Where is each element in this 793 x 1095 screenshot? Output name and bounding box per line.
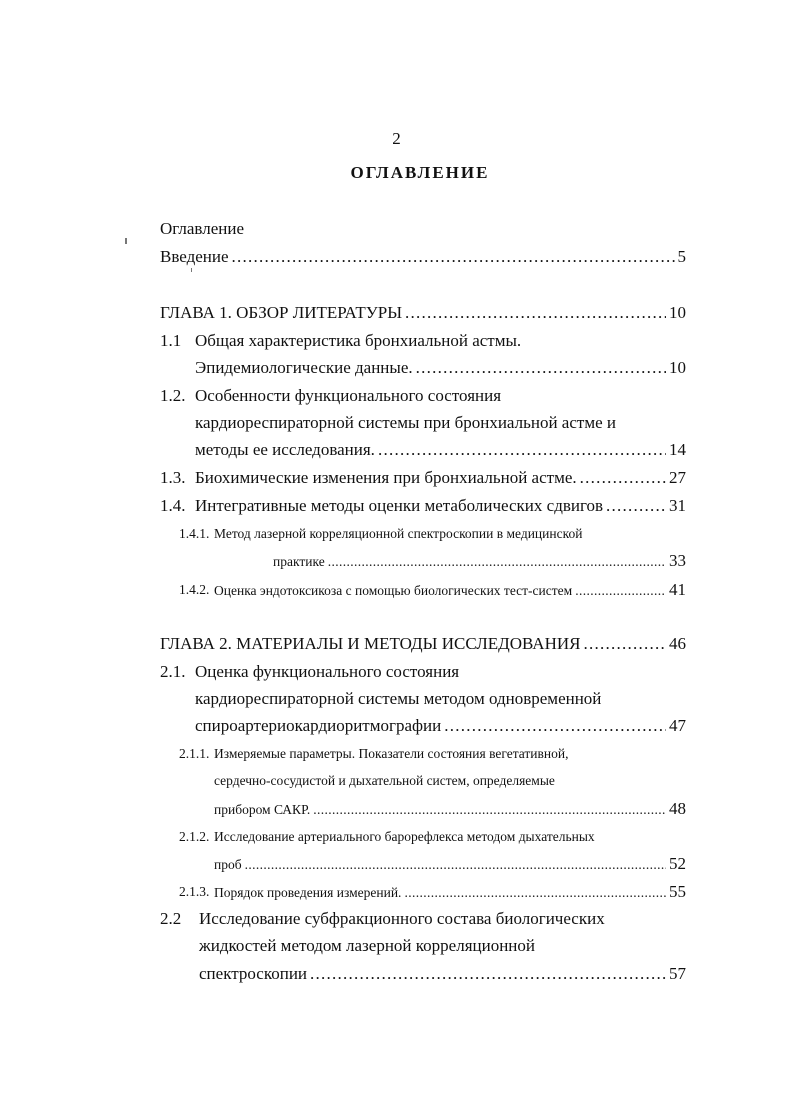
toc-entry-1-4-2[interactable] bbox=[214, 578, 686, 602]
toc-entry-1-2[interactable] bbox=[195, 438, 686, 462]
entry-title: спектроскопии bbox=[199, 964, 308, 983]
entry-page: 10 bbox=[669, 303, 686, 322]
entry-page: 55 bbox=[669, 882, 686, 901]
entry-page: 57 bbox=[669, 964, 686, 983]
scan-speck bbox=[191, 268, 192, 272]
toc-entry-intro[interactable] bbox=[160, 245, 686, 269]
entry-title: прибором САКР. bbox=[214, 802, 311, 817]
toc-entry-2-2-line: Исследование субфракционного состава биологических bbox=[199, 909, 605, 928]
section-number: 2.1.2. bbox=[179, 829, 210, 844]
toc-entry-1-4-1[interactable] bbox=[273, 549, 686, 573]
entry-title: спироартериокардиоритмографии bbox=[195, 716, 442, 735]
entry-page: 27 bbox=[669, 468, 686, 487]
toc-entry-chapter-1[interactable] bbox=[160, 301, 686, 325]
toc-entry-1-3[interactable] bbox=[195, 466, 686, 490]
toc-entry-1-1-line: Общая характеристика бронхиальной астмы. bbox=[195, 331, 522, 350]
toc-entry-chapter-2[interactable] bbox=[160, 632, 686, 656]
toc-label: Оглавление bbox=[160, 219, 244, 238]
entry-title: ГЛАВА 2. МАТЕРИАЛЫ И МЕТОДЫ ИССЛЕДОВАНИЯ bbox=[160, 634, 581, 653]
entry-page: 31 bbox=[669, 496, 686, 515]
entry-page: 46 bbox=[669, 634, 686, 653]
entry-title: Порядок проведения измерений. bbox=[214, 885, 402, 900]
entry-title: практике bbox=[273, 554, 325, 569]
entry-title: ГЛАВА 1. ОБЗОР ЛИТЕРАТУРЫ bbox=[160, 303, 403, 322]
toc-entry-2-1-1-line: сердечно-сосудистой и дыхательной систем, определяемые bbox=[214, 773, 555, 788]
toc-entry-2-2[interactable] bbox=[199, 962, 686, 986]
entry-title: Биохимические изменения при бронхиальной астме. bbox=[195, 468, 577, 487]
page-title: ОГЛАВЛЕНИЕ bbox=[350, 163, 490, 182]
section-number: 2.1.1. bbox=[179, 746, 210, 761]
section-number: 2.1. bbox=[160, 662, 186, 681]
toc-entry-1-2-line: Особенности функционального состояния bbox=[195, 386, 502, 405]
entry-page: 47 bbox=[669, 716, 686, 735]
section-number: 1.2. bbox=[160, 386, 186, 405]
section-number: 1.3. bbox=[160, 468, 186, 487]
entry-title: Эпидемиологические данные. bbox=[195, 358, 413, 377]
entry-title: Оценка эндотоксикоза с помощью биологических тест-систем bbox=[214, 583, 573, 598]
section-number: 1.1 bbox=[160, 331, 182, 350]
section-number: 2.1.3. bbox=[179, 884, 210, 899]
toc-entry-2-1-3[interactable] bbox=[214, 880, 686, 904]
section-number: 2.2 bbox=[160, 909, 182, 928]
toc-entry-1-2-line: кардиореспираторной системы при бронхиальной астме и bbox=[195, 413, 616, 432]
scan-speck bbox=[125, 238, 127, 244]
entry-page: 33 bbox=[669, 551, 686, 570]
entry-page: 5 bbox=[677, 247, 686, 266]
toc-entry-2-2-line: жидкостей методом лазерной корреляционной bbox=[199, 936, 535, 955]
toc-entry-2-1-1[interactable] bbox=[214, 797, 686, 821]
toc-entry-2-1[interactable] bbox=[195, 714, 686, 738]
toc-entry-2-1-line: кардиореспираторной системы методом одновременной bbox=[195, 689, 602, 708]
section-number: 1.4.2. bbox=[179, 582, 210, 597]
entry-page: 52 bbox=[669, 854, 686, 873]
entry-title: Введение bbox=[160, 247, 229, 266]
entry-page: 14 bbox=[669, 440, 686, 459]
toc-entry-2-1-line: Оценка функционального состояния bbox=[195, 662, 460, 681]
entry-title: Интегративные методы оценки метаболических сдвигов bbox=[195, 496, 604, 515]
entry-title: методы ее исследования. bbox=[195, 440, 375, 459]
section-number: 1.4. bbox=[160, 496, 186, 515]
entry-title: проб bbox=[214, 857, 242, 872]
entry-page: 41 bbox=[669, 580, 686, 599]
entry-page: 10 bbox=[669, 358, 686, 377]
toc-entry-1-1[interactable] bbox=[195, 356, 686, 380]
section-number: 1.4.1. bbox=[179, 526, 210, 541]
page-number: 2 bbox=[392, 129, 401, 148]
toc-entry-1-4[interactable] bbox=[195, 494, 686, 518]
entry-page: 48 bbox=[669, 799, 686, 818]
toc-entry-2-1-2[interactable] bbox=[214, 852, 686, 876]
toc-entry-2-1-1-line: Измеряемые параметры. Показатели состояния вегетативной, bbox=[214, 746, 569, 761]
toc-entry-2-1-2-line: Исследование артериального барорефлекса методом дыхательных bbox=[214, 829, 595, 844]
toc-entry-1-4-1-line: Метод лазерной корреляционной спектроскопии в медицинской bbox=[214, 526, 583, 541]
